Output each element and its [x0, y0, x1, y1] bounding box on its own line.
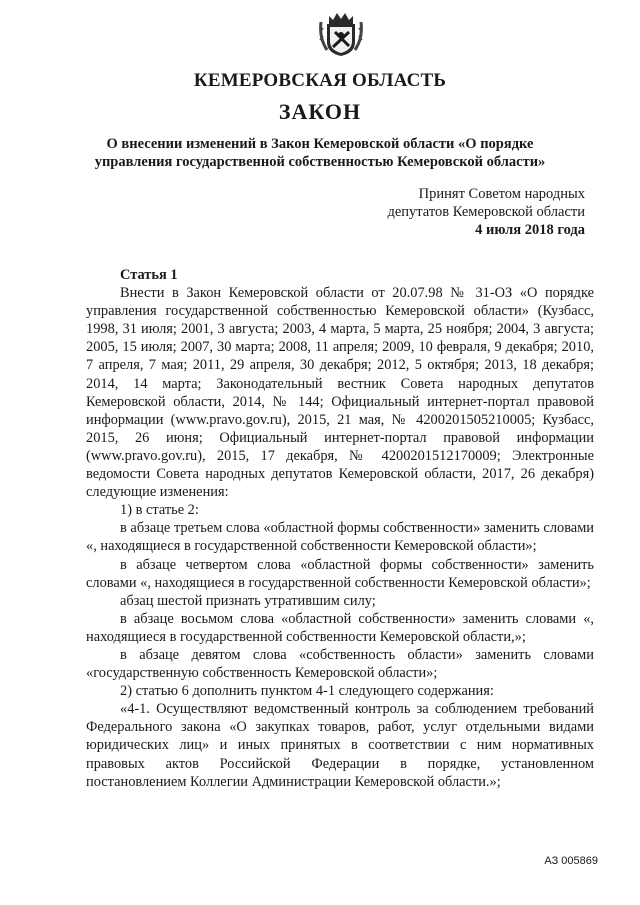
article-paragraph: в абзаце девятом слова «собственность области» заменить словами «государственную собственность Кемеровской области»; — [86, 646, 594, 682]
adoption-line: депутатов Кемеровской области — [387, 204, 585, 220]
law-subtitle-line: О внесении изменений в Закон Кемеровской области «О порядке — [106, 136, 534, 152]
document-type-title: ЗАКОН — [278, 99, 362, 124]
article-paragraph: в абзаце третьем слова «областной формы собственности» заменить словами «, находящиеся в государственной собственности Кемеровской области»; — [86, 520, 594, 555]
article-paragraph: 1) в статье 2: — [120, 502, 199, 519]
article-paragraph: в абзаце восьмом слова «областной собственности» заменить словами «, находящиеся в государственной собственности Кемеровской области,»; — [86, 610, 594, 645]
article-paragraph: в абзаце четвертом слова «областной формы собственности» заменить словами «, находящиеся в государственной собственности Кемеровской области»; — [86, 556, 594, 591]
adoption-line: Принят Советом народных — [418, 186, 585, 202]
adoption-block — [387, 185, 585, 239]
article-paragraph: абзац шестой признать утратившим силу; — [120, 592, 376, 609]
article-paragraph: 2) статью 6 дополнить пунктом 4-1 следующего содержания: — [120, 683, 494, 700]
adoption-date: 4 июля 2018 года — [475, 222, 585, 238]
article-paragraph: Внести в Закон Кемеровской области от 20.07.98 № 31-ОЗ «О порядке управления государственной собственностью Кемеровской области» (Кузбасс, 1998, 31 июля; 2001, 3 августа; 2003, 4 марта, 5 марта, 25 ноября; 2004, 3 августа; 2005, 15 июля; 2007, 30 марта; 2008, 11 апреля; 2009, 10 февраля, 9 декабря; 2010, 7 апреля, 7 мая; 2011, 29 апреля, 30 декабря; 2012, 5 октября; 2013, 18 декабря; 2014, 14 марта; Законодательный вестник Совета народных депутатов Кемеровской области, 2014, № 144; Официальный интернет-портал правовой информации (www.pravo.gov.ru), 2015, 21 мая, № 4200201505210005; Кузбасс, 2015, 26 июня; Официальный интернет-портал правовой информации (www.pravo.gov.ru), 2015, 17 декабря, № 4200201512170009; Электронные ведомости Совета народных депутатов Кемеровской области, 2017, 26 декабря) следующие изменения: — [86, 285, 594, 501]
region-title: КЕМЕРОВСКАЯ ОБЛАСТЬ — [193, 70, 447, 91]
coat-of-arms-emblem — [318, 10, 364, 58]
serial-number: АЗ 005869 — [544, 855, 598, 867]
article-title: Статья 1 — [120, 267, 178, 283]
article-body — [86, 266, 594, 791]
law-subtitle-line: управления государственной собственностью Кемеровской области» — [94, 154, 546, 170]
article-paragraph: «4-1. Осуществляют ведомственный контроль за соблюдением требований Федерального закона «О закупках товаров, работ, услуг отдельными видами юридических лиц» и иных принятых в соответствии с ним нормативных правовых актов Российской Федерации в порядке, установленном постановлением Коллегии Администрации Кемеровской области.»; — [86, 701, 594, 790]
law-subtitle — [90, 135, 550, 171]
